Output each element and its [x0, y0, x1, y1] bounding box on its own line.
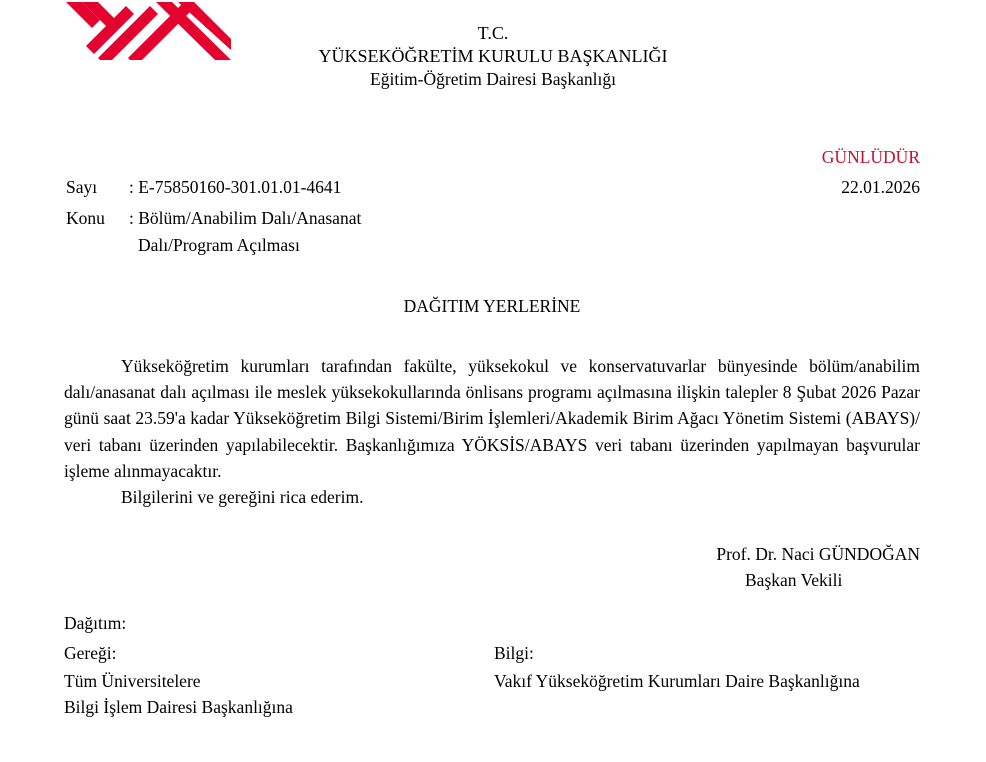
distribution-item: Tüm Üniversitelere [64, 671, 201, 691]
konu-label: Konu [66, 208, 105, 228]
urgency-label: GÜNLÜDÜR [821, 147, 920, 167]
closing-sentence: Bilgilerini ve gereğini rica ederim. [121, 487, 364, 508]
konu-value-line1: : Bölüm/Anabilim Dalı/Anasanat [129, 208, 362, 228]
distribution-item: Bilgi İşlem Dairesi Başkanlığına [64, 697, 293, 717]
sayi-label: Sayı [66, 177, 98, 197]
distribution-label: Dağıtım: [64, 613, 127, 633]
info-item: Vakıf Yükseköğretim Kurumları Daire Başkanlığına [494, 671, 860, 691]
header-country: T.C. [477, 23, 509, 43]
header-department: Eğitim-Öğretim Dairesi Başkanlığı [370, 69, 616, 89]
addressee: DAĞITIM YERLERİNE [403, 296, 581, 316]
bilgi-label: Bilgi: [494, 643, 534, 663]
body-paragraph: Yükseköğretim kurumları tarafından fakülte, yüksekokul ve konservatuvarlar bünyesinde bölüm/anabilim dalı/anasanat dalı açılması ile meslek yüksekokullarında önlisans programı açılmasına ilişkin talepler 8 Şubat 2026 Pazar günü saat 23.59'a kadar Yükseköğretim Bilgi Sistemi/Birim İşlemleri/Akademik Birim Ağacı Yönetim Sistemi (ABAYS)/ veri tabanı üzerinden yapılabilecektir. Başkanlığımıza YÖKSİS/ABAYS veri tabanı üzerinden yapılmayan başvurular işleme alınmayacaktır. [64, 356, 920, 481]
letter-body [64, 353, 920, 510]
yok-logo-icon [66, 2, 231, 60]
document-date: 22.01.2026 [841, 177, 920, 197]
sayi-value: : E-75850160-301.01.01-4641 [129, 177, 342, 197]
signatory-name: Prof. Dr. Naci GÜNDOĞAN [716, 544, 920, 564]
header-institution: YÜKSEKÖĞRETİM KURULU BAŞKANLIĞI [318, 46, 668, 66]
gerekli-label: Gereği: [64, 643, 117, 663]
konu-value-line2: Dalı/Program Açılması [138, 235, 300, 255]
signatory-title: Başkan Vekili [745, 570, 843, 590]
